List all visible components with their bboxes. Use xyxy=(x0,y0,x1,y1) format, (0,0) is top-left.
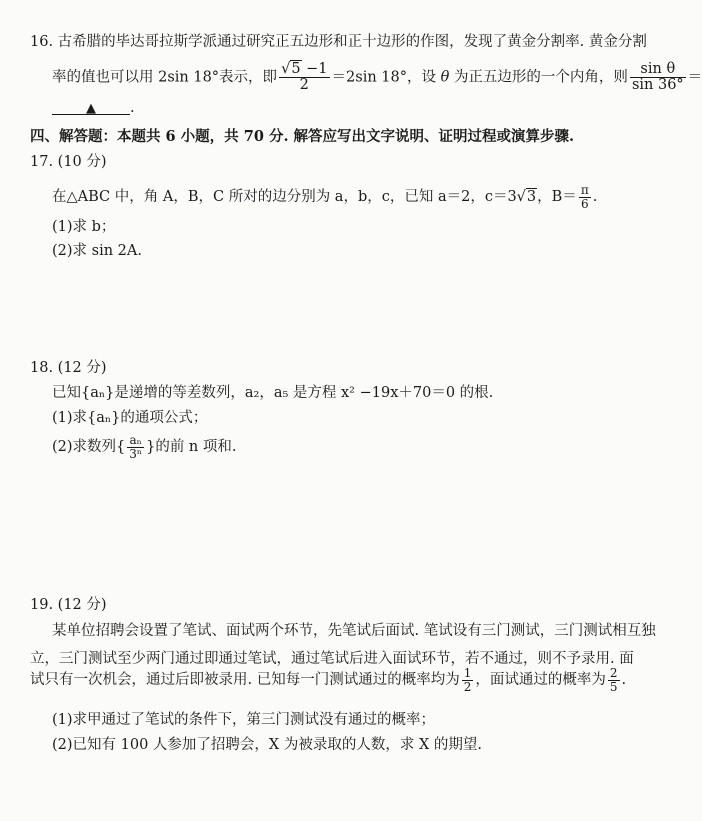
sin-ratio-fraction: $\frac{\text{sin θ}}{\sin 36^\circ}$ xyxy=(631,61,684,94)
q19-part2: (2)已知有 100 人参加了招聘会，X 为被录取的人数，求 X 的期望. xyxy=(52,737,483,753)
q19-line1: 某单位招聘会设置了笔试、面试两个环节，先笔试后面试. 笔试设有三门测试，三门测试相互独 xyxy=(52,623,656,639)
q16-line2 xyxy=(52,62,702,93)
q16-line2-start: 率的值也可以用 2sin 18°表示，即 xyxy=(52,69,278,86)
q16-line1: 16. 古希腊的毕达哥拉斯学派通过研究正五边形和正十边形的作图，发现了黄金分割率. 黄金分割 xyxy=(30,34,647,50)
sqrt3: √3 xyxy=(516,189,537,206)
q17-heading: 17. (10 分) xyxy=(30,154,107,170)
an-over-3n-fraction: $\frac{\text{aₙ}}{\text{3ⁿ}}$ xyxy=(129,433,143,461)
one-half-fraction: $\frac{1}{2}$ xyxy=(463,666,472,694)
q16-eq: ＝2sin 18°，设 xyxy=(331,69,436,86)
q16-answer-line xyxy=(52,100,135,117)
q16-line2-mid: 为正五边形的一个内角，则 xyxy=(453,69,628,86)
q19-part1: (1)求甲通过了笔试的条件下，第三门测试没有通过的概率； xyxy=(52,712,436,728)
pi-over-six-fraction: $\frac{\pi}{6}$ xyxy=(580,183,589,211)
section-heading: 四、解答题：本题共 6 小题，共 70 分. 解答应写出文字说明、证明过程或演算步骤. xyxy=(30,128,575,145)
q18-part2: (2)求数列{ $\frac{\text{aₙ}}{\text{3ⁿ}}$ }的前 n 项和. xyxy=(52,433,237,461)
q17-stem: 在△ABC 中，角 A，B，C 所对的边分别为 a，b，c，已知 a＝2，c＝3√3，B＝ $\frac{\pi}{6}$ . xyxy=(52,183,598,211)
q19-heading: 19. (12 分) xyxy=(30,597,107,613)
q17-part2: (2)求 sin 2A. xyxy=(52,243,142,259)
sqrt5: √5 xyxy=(281,61,301,77)
q18-heading: 18. (12 分) xyxy=(30,360,107,376)
q18-part1: (1)求{aₙ}的通项公式； xyxy=(52,410,208,426)
q16-theta: θ xyxy=(440,69,450,86)
golden-ratio-fraction: $\frac{√5 -1}{2}$ xyxy=(281,61,328,94)
answer-blank[interactable] xyxy=(52,98,130,115)
q19-line2: 立，三门测试至少两门通过即通过笔试，通过笔试后进入面试环节，若不通过，则不予录用. 面 xyxy=(30,651,634,667)
two-fifths-fraction: $\frac{2}{5}$ xyxy=(609,666,618,694)
triangle-marker-icon: ▲ xyxy=(86,101,96,116)
q16-period: . xyxy=(130,100,135,116)
q19-line3: 试只有一次机会，通过后即被录用. 已知每一门测试通过的概率均为 $\frac{1}{2}$ ，面试通过的概率为 $\frac{2}{5}$ . xyxy=(30,666,627,694)
q17-part1: (1)求 b； xyxy=(52,219,116,235)
q18-stem: 已知{aₙ}是递增的等差数列，a₂，a₅ 是方程 x² −19x＋70＝0 的根. xyxy=(52,385,494,401)
q16-eq-end: ＝ xyxy=(687,69,702,86)
